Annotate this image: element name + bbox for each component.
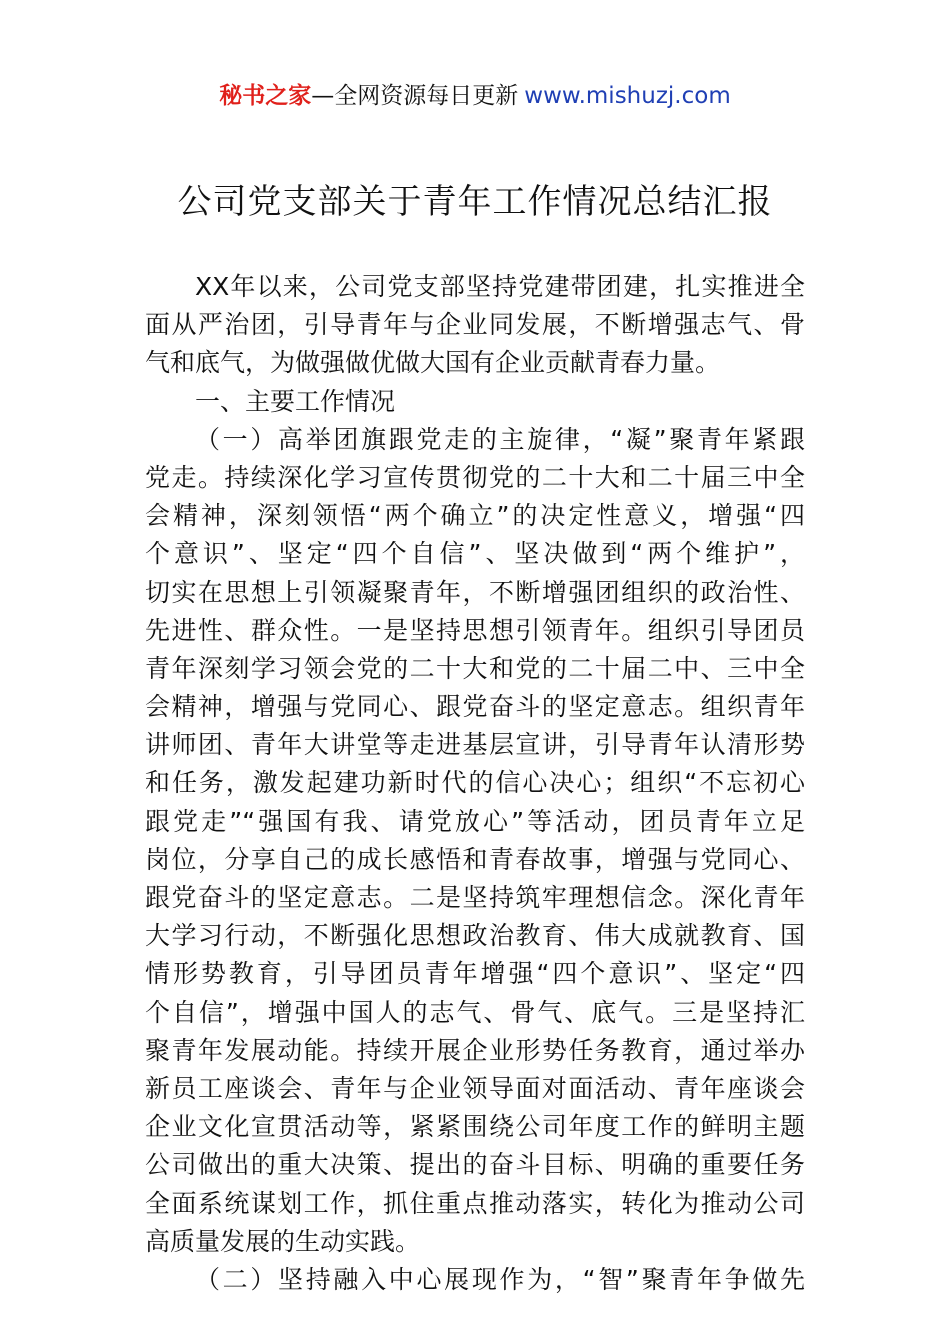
text-line: 会精神，深刻领悟“两个确立”的决定性意义，增强“四 xyxy=(145,501,805,531)
text-line: 个自信”，增强中国人的志气、骨气、底气。三是坚持汇 xyxy=(145,997,805,1027)
text-line: 跟党走”“强国有我、请党放心”等活动，团员青年立足 xyxy=(145,806,805,836)
text-line: 全面系统谋划工作，抓住重点推动落实，转化为推动公司 xyxy=(145,1188,805,1218)
site-url[interactable]: www.mishuzj.com xyxy=(524,83,731,109)
text-line: 个意识”、坚定“四个自信”、坚决做到“两个维护”， xyxy=(145,539,805,569)
brand-name: 秘书之家 xyxy=(219,83,312,109)
text-line: 企业文化宣贯活动等，紧紧围绕公司年度工作的鲜明主题 xyxy=(145,1112,805,1142)
subsection-heading-line: （二）坚持融入中心展现作为，“智”聚青年争做先 xyxy=(195,1264,805,1294)
text-line: 大学习行动，不断强化思想政治教育、伟大成就教育、国 xyxy=(145,921,805,951)
text-line: 会精神，增强与党同心、跟党奋斗的坚定意志。组织青年 xyxy=(145,692,805,722)
text-line: 新员工座谈会、青年与企业领导面对面活动、青年座谈会 xyxy=(145,1073,805,1103)
subsection-heading-line: （一）高举团旗跟党走的主旋律，“凝”聚青年紧跟 xyxy=(195,424,805,454)
text-line: 切实在思想上引领凝聚青年，不断增强团组织的政治性、 xyxy=(145,577,805,607)
text-line: XX年以来，公司党支部坚持党建带团建，扎实推进全 xyxy=(195,272,805,301)
text-line: 和任务，激发起建功新时代的信心决心；组织“不忘初心 xyxy=(145,768,805,798)
text-line: 公司做出的重大决策、提出的奋斗目标、明确的重要任务 xyxy=(145,1150,805,1180)
document-title: 公司党支部关于青年工作情况总结汇报 xyxy=(177,182,773,222)
text-line: 气和底气，为做强做优做大国有企业贡献青春力量。 xyxy=(145,348,721,378)
text-line: 青年深刻学习领会党的二十大和党的二十届二中、三中全 xyxy=(145,653,805,683)
site-header xyxy=(0,80,950,112)
text-line: 讲师团、青年大讲堂等走进基层宣讲，引导青年认清形势 xyxy=(145,730,805,760)
text-line: 聚青年发展动能。持续开展企业形势任务教育，通过举办 xyxy=(145,1035,805,1065)
text-line: 高质量发展的生动实践。 xyxy=(145,1226,421,1256)
site-slogan: —全网资源每日更新 xyxy=(311,83,519,109)
text-line: 先进性、群众性。一是坚持思想引领青年。组织引导团员 xyxy=(145,615,805,645)
text-line: 党走。持续深化学习宣传贯彻党的二十大和二十届三中全 xyxy=(145,462,805,492)
document-body xyxy=(145,268,805,1299)
text-line: 岗位，分享自己的成长感悟和青春故事，增强与党同心、 xyxy=(145,844,805,874)
text-line: 面从严治团，引导青年与企业同发展，不断增强志气、骨 xyxy=(145,310,805,340)
section-heading: 一、主要工作情况 xyxy=(195,386,396,416)
text-line: 跟党奋斗的坚定意志。二是坚持筑牢理想信念。深化青年 xyxy=(145,883,805,912)
text-line: 情形势教育，引导团员青年增强“四个意识”、坚定“四 xyxy=(145,959,805,989)
